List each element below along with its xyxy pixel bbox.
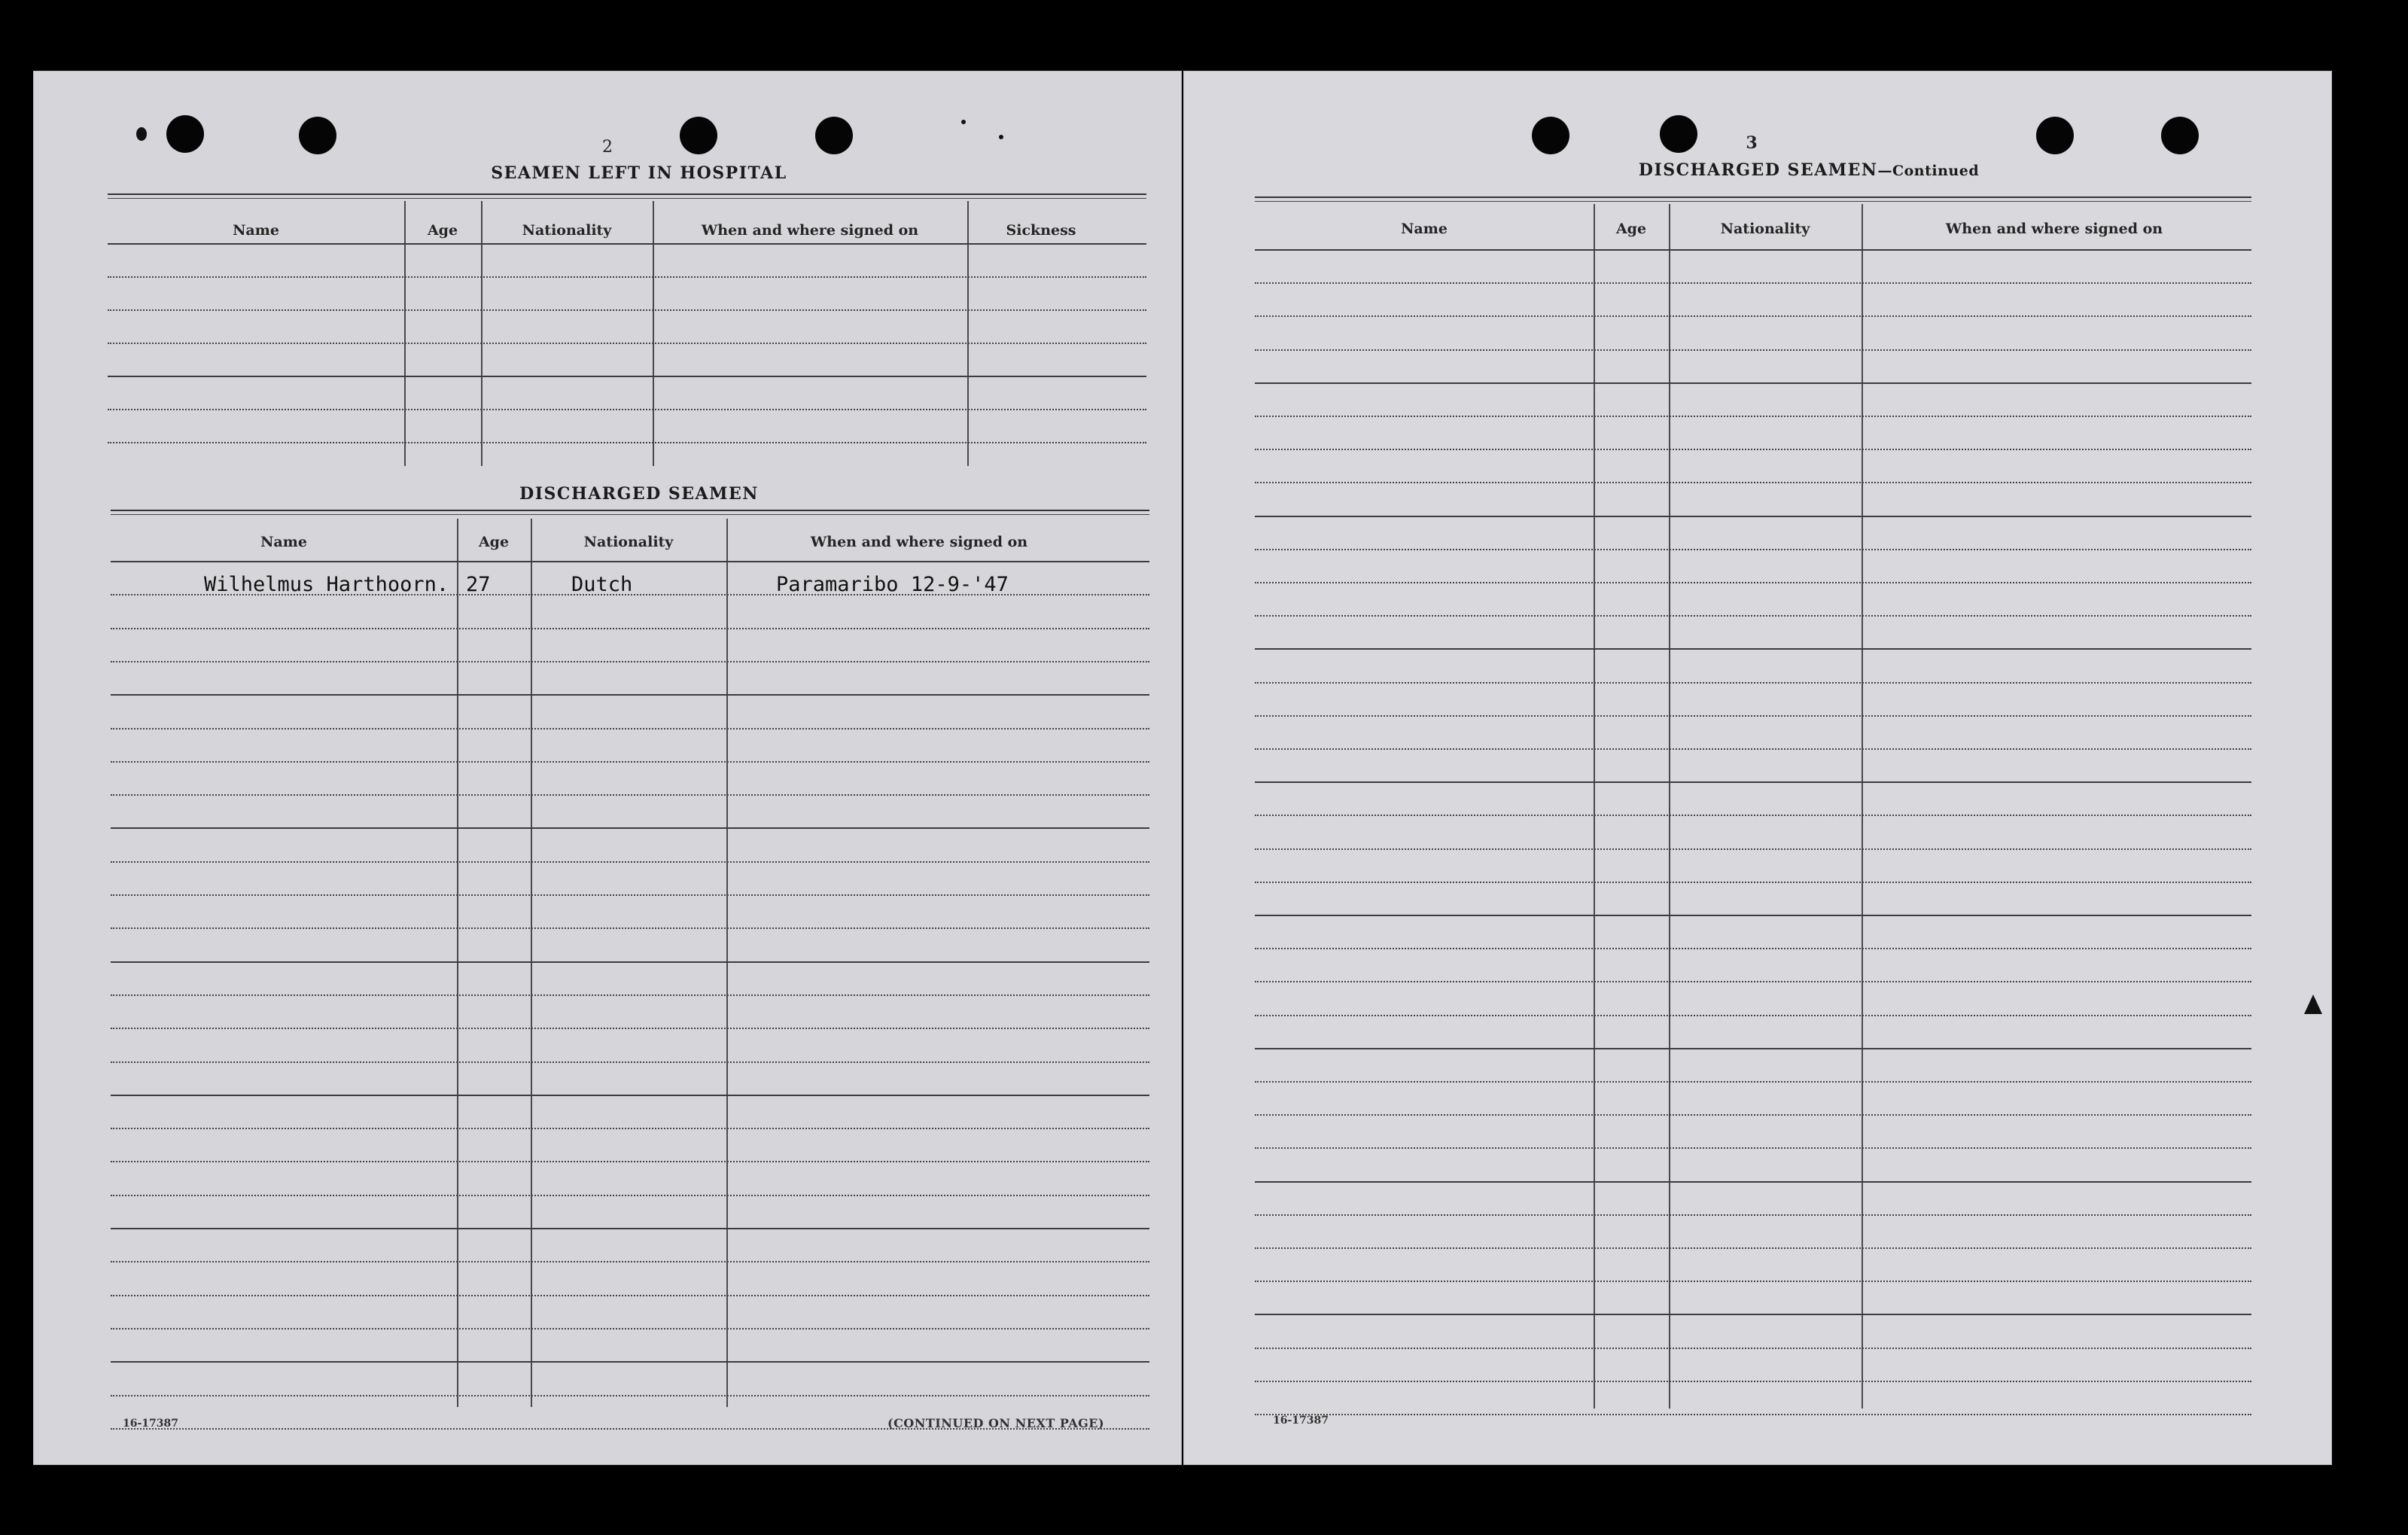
header-rule [111,561,1149,562]
row-rule [111,628,1149,629]
section-title-suffix: —Continued [1877,163,1980,179]
row-rule [111,861,1149,863]
row-rule [1255,516,2251,517]
row-rule [111,1128,1149,1129]
col-header-age: Age [1615,221,1647,237]
row-rule [111,661,1149,662]
col-header-name: Name [260,534,307,550]
column-divider [1669,204,1670,1409]
punch-hole-icon [2161,117,2199,154]
row-rule [1255,282,2251,284]
form-code: 16-17387 [1273,1415,1329,1427]
hospital-section-title: SEAMEN LEFT IN HOSPITAL [491,163,787,183]
row-rule [1255,1147,2251,1149]
punch-hole-icon [166,115,204,153]
row-rule [111,761,1149,763]
row-rule [111,1195,1149,1196]
section-title-text: DISCHARGED SEAMEN [1638,160,1878,180]
row-rule [1255,848,2251,850]
row-rule [108,442,1146,443]
row-rule [108,376,1146,377]
row-rule [1255,1281,2251,1282]
column-divider [653,201,654,466]
col-header-signed-on: When and where signed on [810,534,1028,550]
row-rule [1255,1314,2251,1315]
column-divider [457,519,458,1407]
row-rule [111,994,1149,996]
header-rule [1255,249,2251,251]
row-rule [1255,1348,2251,1349]
punch-hole-icon [299,117,336,154]
row-rule [1255,715,2251,717]
row-rule [1255,682,2251,684]
col-header-signed-on: When and where signed on [701,222,919,239]
row-rule [108,409,1146,410]
title-rule [1255,196,2251,202]
row-rule [1255,815,2251,816]
row-rule [111,1295,1149,1296]
right-page [1183,71,2332,1465]
row-rule [111,1328,1149,1329]
row-rule [111,827,1149,829]
hospital-table [108,201,1146,466]
col-header-age: Age [478,534,510,550]
row-rule [111,1061,1149,1063]
col-header-name: Name [233,222,279,239]
column-divider [531,519,532,1407]
ink-speck [999,135,1003,139]
row-rule [111,894,1149,896]
col-header-name: Name [1401,221,1448,237]
column-divider [1862,204,1863,1409]
entry-nationality: Dutch [571,573,633,596]
page-tab-mark [2304,994,2322,1014]
row-rule [1255,482,2251,483]
row-rule [111,1161,1149,1162]
row-rule [1255,948,2251,949]
row-rule [1255,1414,2251,1415]
title-rule [111,510,1149,515]
page-number: 2 [602,138,613,157]
row-rule [111,594,1149,595]
row-rule [111,1228,1149,1229]
entry-signed-on: Paramaribo 12-9-'47 [776,573,1009,596]
column-divider [1594,204,1595,1409]
continued-note: (CONTINUED ON NEXT PAGE) [887,1416,1105,1430]
row-rule [1255,582,2251,583]
entry-name: Wilhelmus Harthoorn. [204,573,449,596]
punch-hole-icon [680,117,717,154]
row-rule [111,1028,1149,1029]
row-rule [1255,1181,2251,1183]
discharged-continued-title [1523,160,2095,180]
row-rule [1255,349,2251,351]
row-rule [1255,382,2251,384]
col-header-age: Age [427,222,458,239]
row-rule [111,694,1149,696]
row-rule [1255,981,2251,982]
row-rule [111,1261,1149,1262]
row-rule [1255,416,2251,417]
row-rule [1255,648,2251,650]
row-rule [108,309,1146,311]
row-rule [1255,748,2251,750]
row-rule [1255,1247,2251,1249]
discharged-section-title: DISCHARGED SEAMEN [519,484,759,504]
row-rule [111,961,1149,963]
row-rule [1255,1081,2251,1083]
row-rule [1255,1381,2251,1382]
row-rule [1255,449,2251,450]
row-rule [1255,882,2251,883]
header-rule [108,243,1146,245]
column-divider [481,201,483,466]
row-rule [111,1395,1149,1396]
column-divider [726,519,728,1407]
col-header-sickness: Sickness [1006,222,1076,239]
column-divider [967,201,969,466]
row-rule [1255,315,2251,317]
row-rule [1255,781,2251,783]
row-rule [111,794,1149,796]
row-rule [1255,615,2251,617]
col-header-nationality: Nationality [583,534,674,550]
column-divider [404,201,406,466]
punch-hole-icon [1532,117,1569,154]
form-code: 16-17387 [123,1418,178,1430]
discharged-table [111,519,1149,1407]
row-rule [1255,1015,2251,1016]
punch-hole-icon [815,117,853,154]
col-header-signed-on: When and where signed on [1945,221,2163,237]
row-rule [108,343,1146,344]
row-rule [1255,549,2251,550]
col-header-nationality: Nationality [1720,221,1810,237]
discharged-continued-table [1255,204,2251,1409]
title-rule [108,193,1146,199]
punch-hole-icon [2036,117,2074,154]
page-number: 3 [1746,133,1758,153]
left-page [33,71,1182,1465]
row-rule [111,1095,1149,1096]
row-rule [111,1361,1149,1363]
row-rule [1255,915,2251,916]
row-rule [1255,1048,2251,1049]
row-rule [111,927,1149,929]
col-header-nationality: Nationality [522,222,612,239]
row-rule [1255,1114,2251,1116]
punch-hole-icon [1660,115,1697,153]
row-rule [111,728,1149,729]
ink-speck [136,127,147,141]
row-rule [1255,1214,2251,1216]
entry-age: 27 [466,573,491,596]
row-rule [108,276,1146,278]
ink-speck [961,120,966,124]
